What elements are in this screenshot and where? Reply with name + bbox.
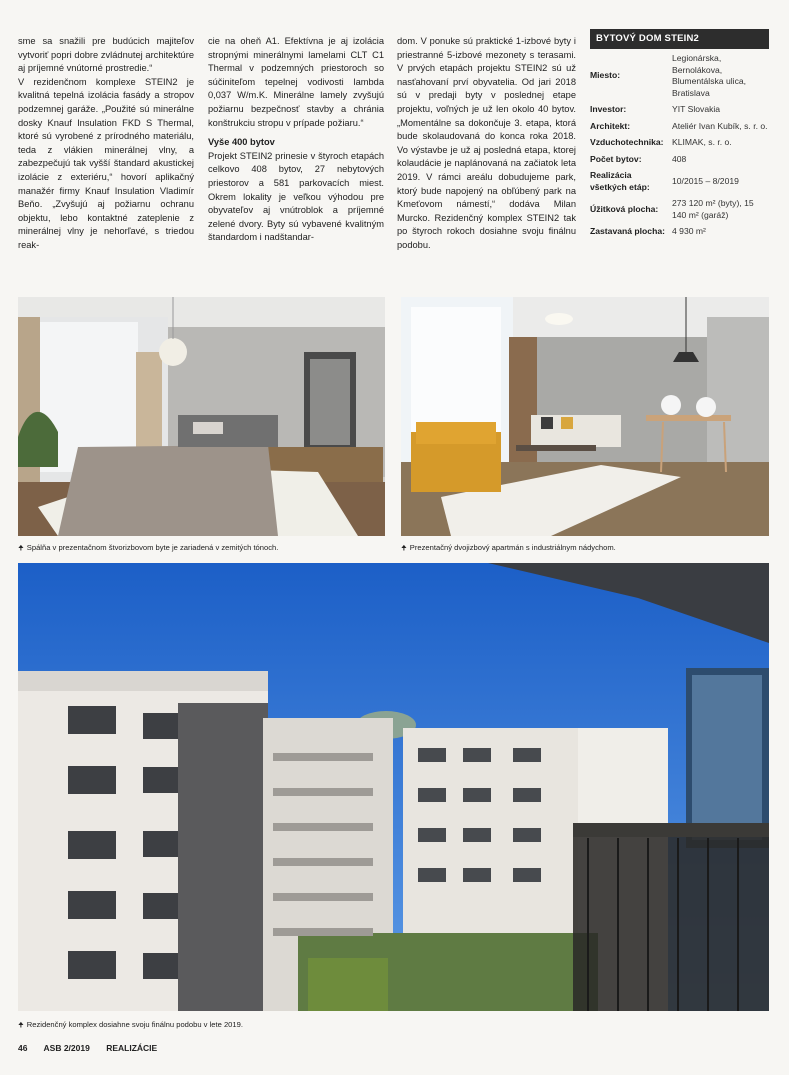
bedroom-photo	[18, 297, 385, 536]
info-row	[590, 151, 769, 168]
article-column-3	[397, 35, 576, 253]
info-row	[590, 224, 769, 241]
paragraph: V rezidenčnom komplexe STEIN2 je kvalitná tepelná izolácia fasády a stropov podzemnej garáže. „Použité sú minerálne dosky Knauf Insulation FKD S Thermal, ktoré sú vyrobené z prírodného materiálu, teda z vlákien minerálnej vlny, a zabezpečujú tak vyšší štandard akustickej izolácie z exteriéru,“ hovorí aplikačný manažér firmy Knauf Insulation Vladimír Beňo. „Zvyšujú aj požiarnu ochranu objektu, lebo kontaktné zateplenie z minerálnej vlny je nehorľavé, s triedou reak-	[18, 76, 194, 250]
info-key: Investor:	[590, 104, 627, 114]
info-row	[590, 51, 769, 102]
info-row	[590, 135, 769, 152]
info-value: 4 930 m²	[672, 226, 706, 236]
building-caption	[18, 1020, 243, 1032]
article-column-2	[208, 35, 384, 245]
article-column-1	[18, 35, 194, 253]
project-info-box	[590, 29, 769, 240]
info-key: Vzduchotechnika:	[590, 137, 664, 147]
page-footer	[18, 1043, 171, 1053]
info-value: YIT Slovakia	[672, 104, 721, 114]
issue-label: ASB 2/2019	[43, 1043, 90, 1053]
info-value: 273 120 m² (byty), 15 140 m² (garáž)	[672, 198, 754, 220]
info-row	[590, 168, 769, 196]
paragraph: cie na oheň A1. Efektívna je aj izolácia stropnými minerálnymi lamelami CLT C1 Thermal v podzemných priestoroch so súčiniteľom tepelnej vodivosti lambda 0,037 W/m.K. Minerálne lamely zvyšujú požiarnu bezpečnosť stavby a chránia konštrukciu stropu v prípade požiaru.“	[208, 36, 384, 128]
info-value: 408	[672, 153, 687, 164]
info-key: Počet bytov:	[590, 153, 642, 164]
paragraph: Projekt STEIN2 prinesie v štyroch etapách celkovo 408 bytov, 27 nebytových priestorov a 581 parkovacích miest. Okrem lokality je veľkou výhodou pre obyvateľov aj vnútroblok a príjemné zelené dvory. Byty sú vybavené kvalitným štandardom i nadštandar-	[208, 150, 384, 243]
info-value: 10/2015 – 8/2019	[672, 175, 739, 186]
caption-text: Rezidenčný komplex dosiahne svoju finálnu podobu v lete 2019.	[26, 1020, 243, 1029]
living-room-caption	[401, 543, 616, 555]
info-box-title: BYTOVÝ DOM STEIN2	[590, 29, 769, 49]
info-key: Zastavaná plocha:	[590, 226, 665, 236]
section-label: REALIZÁCIE	[106, 1043, 158, 1053]
arrow-up-icon: 🠉	[401, 545, 407, 552]
info-value: Ateliér Ivan Kubík, s. r. o.	[672, 120, 768, 131]
caption-text: Spálňa v prezentačnom štvorizbovom byte je zariadená v zemitých tónoch.	[26, 543, 279, 552]
paragraph: sme sa snažili pre budúcich majiteľov vytvoriť popri dobre zvládnutej architektúre aj príjemné vnútorné prostredie.“	[18, 36, 194, 74]
section-heading: Vyše 400 bytov	[208, 137, 275, 148]
page-number: 46	[18, 1043, 28, 1053]
info-table	[590, 51, 769, 241]
info-key: Úžitková plocha:	[590, 203, 659, 214]
paragraph: dom. V ponuke sú praktické 1-izbové byty i priestranné 5-izbové mezonety s terasami. V prvých etapách projektu STEIN2 sú už nasťahovaní prví obyvatelia. Od jari 2018 sú v predaji byty v poslednej etape projektu, voľných je už len okolo 40 bytov. „Momentálne sa dokončuje 3. etapa, ktorá bude skolaudovaná do konca roka 2018. Vo výstavbe je už aj posledná etapa, ktorej kolaudácie je naplánovaná na začiatok leta 2019. V rámci areálu dobudujeme park, ktorý bude napojený na obľúbený park na Kmeťovom námestí,“ dodáva Milan Murcko. Rezidenčný komplex STEIN2 tak po štyroch rokoch dosiahne svoju finálnu podobu.	[397, 36, 576, 250]
info-row	[590, 102, 769, 119]
info-key: Realizácia všetkých etáp:	[590, 170, 650, 192]
living-room-photo	[401, 297, 769, 536]
building-complex-photo	[18, 563, 769, 1011]
arrow-up-icon: 🠉	[18, 545, 24, 552]
info-row	[590, 196, 769, 224]
caption-text: Prezentačný dvojizbový apartmán s industriálnym nádychom.	[409, 543, 616, 552]
info-key: Miesto:	[590, 70, 621, 81]
info-value: KLIMAK, s. r. o.	[672, 137, 732, 147]
arrow-up-icon: 🠉	[18, 1022, 24, 1029]
info-key: Architekt:	[590, 120, 631, 131]
bedroom-caption	[18, 543, 278, 555]
info-row	[590, 118, 769, 135]
info-value: Legionárska, Bernolákova, Blumentálska ulica, Bratislava	[672, 53, 747, 98]
